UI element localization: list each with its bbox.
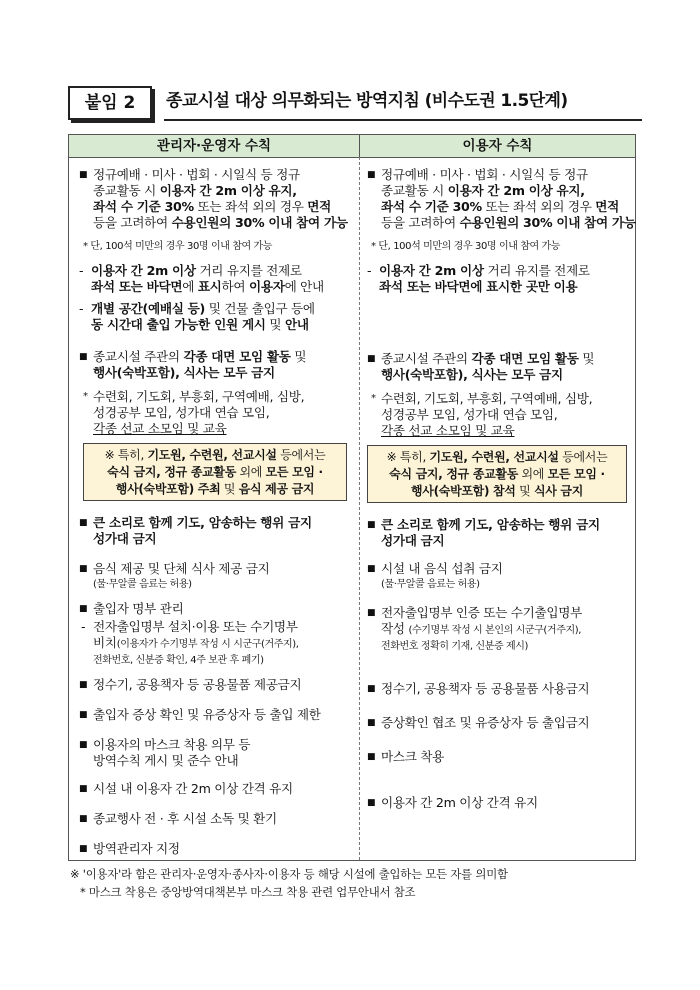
square-bullet-icon: ■ <box>367 684 376 694</box>
footnote-mask: * 마스크 착용은 중앙방역대책본부 마스크 착용 관련 업무안내서 참조 <box>80 885 416 899</box>
list-item: ■ 큰 소리로 함께 기도, 암송하는 행위 금지 성가대 금지 <box>367 517 600 548</box>
list-item: ■ 전자출입명부 인증 또는 수기출입명부 작성 (수기명부 작성 시 본인의 시군구(거주지), 전화번호 정확히 기재, 신분증 제시) <box>367 605 582 652</box>
list-item: ■ 시설 내 음식 섭취 금지 (물·무알콜 음료는 허용) <box>367 561 503 590</box>
square-bullet-icon: ■ <box>367 718 376 728</box>
list-note: * 수련회, 기도회, 부흥회, 구역예배, 심방, 성경공부 모임, 성가대 연습 모임, 각종 선교 소모임 및 교육 <box>371 391 593 438</box>
square-bullet-icon: ■ <box>79 680 88 690</box>
list-item: ■ 출입자 명부 관리 <box>79 601 184 616</box>
square-bullet-icon: ■ <box>79 740 88 750</box>
list-item: ■ 시설 내 이용자 간 2m 이상 간격 유지 <box>79 781 293 796</box>
list-note: * 수련회, 기도회, 부흥회, 구역예배, 심방, 성경공부 모임, 성가대 연습 모임, 각종 선교 소모임 및 교육 <box>83 389 305 436</box>
list-item: ■ 이용자 간 2m 이상 간격 유지 <box>367 795 538 810</box>
header-divider <box>359 135 360 157</box>
square-bullet-icon: ■ <box>367 564 376 574</box>
list-item: ■ 증상확인 협조 및 유증상자 등 출입금지 <box>367 715 590 730</box>
list-note: * 단, 100석 미만의 경우 30명 이내 참여 가능 <box>371 241 561 252</box>
special-notice-box: ※ 특히, 기도원, 수련원, 선교시설 등에서는 숙식 금지, 정규 종교활동 외에 모든 모임 · 행사(숙박포함) 참석 및 식사 금지 <box>367 445 627 503</box>
list-item: ■ 큰 소리로 함께 기도, 암송하는 행위 금지 성가대 금지 <box>79 515 312 546</box>
square-bullet-icon: ■ <box>367 798 376 808</box>
square-bullet-icon: ■ <box>79 814 88 824</box>
list-item: ■ 정수기, 공용책자 등 공용물품 사용금지 <box>367 681 590 696</box>
list-item: ■ 마스크 착용 <box>367 749 445 764</box>
list-item: ■ 출입자 증상 확인 및 유증상자 등 출입 제한 <box>79 707 321 722</box>
attachment-tag: 붙임 2 <box>68 86 152 120</box>
square-bullet-icon: ■ <box>79 784 88 794</box>
list-subitem: - 전자출입명부 설치·이용 또는 수기명부 비치(이용자가 수기명부 작성 시 시군구(거주지), 전화번호, 신분증 확인, 4주 보관 후 폐기) <box>81 619 299 666</box>
square-bullet-icon: ■ <box>367 520 376 530</box>
list-item: ■ 종교시설 주관의 각종 대면 모임 활동 및 행사(숙박포함), 식사는 모두 금지 <box>367 351 595 382</box>
square-bullet-icon: ■ <box>367 608 376 618</box>
special-notice-box: ※ 특히, 기도원, 수련원, 선교시설 등에서는 숙식 금지, 정규 종교활동 외에 모든 모임 · 행사(숙박포함) 주최 및 음식 제공 금지 <box>83 443 347 501</box>
footnote-definition: ※ '이용자'라 함은 관리자·운영자·종사자·이용자 등 해당 시설에 출입하는 모든 자를 의미함 <box>70 867 508 881</box>
square-bullet-icon: ■ <box>79 710 88 720</box>
column-divider <box>359 157 360 860</box>
list-item: ■ 정규예배 · 미사 · 법회 · 시일식 등 정규 종교활동 시 이용자 간 2m 이상 유지, 좌석 수 기준 30% 또는 좌석 외의 경우 면적 등을 고려하여 수용인원의 30% 이내 참여 가능 <box>79 167 348 230</box>
square-bullet-icon: ■ <box>79 604 88 614</box>
rules-table <box>68 134 636 861</box>
column-header-user: 이용자 수칙 <box>462 138 533 154</box>
square-bullet-icon: ■ <box>367 170 376 180</box>
title-underline <box>164 119 642 121</box>
square-bullet-icon: ■ <box>367 752 376 762</box>
list-item: ■ 정수기, 공용책자 등 공용물품 제공금지 <box>79 677 302 692</box>
list-item: - 이용자 간 2m 이상 거리 유지를 전제로 좌석 또는 바닥면에 표시한 곳만 이용 <box>367 263 590 294</box>
list-item: ■ 종교시설 주관의 각종 대면 모임 활동 및 행사(숙박포함), 식사는 모두 금지 <box>79 349 307 380</box>
list-item: ■ 이용자의 마스크 착용 의무 등 방역수칙 게시 및 준수 안내 <box>79 737 251 768</box>
list-item: - 이용자 간 2m 이상 거리 유지를 전제로 좌석 또는 바닥면에 표시하여 이용자에 안내 <box>79 263 324 294</box>
square-bullet-icon: ■ <box>79 170 88 180</box>
list-item: ■ 정규예배 · 미사 · 법회 · 시일식 등 정규 종교활동 시 이용자 간 2m 이상 유지, 좌석 수 기준 30% 또는 좌석 외의 경우 면적 등을 고려하여 수용인원의 30% 이내 참여 가능 <box>367 167 636 230</box>
page-header <box>64 86 644 122</box>
list-item: ■ 음식 제공 및 단체 식사 제공 금지 (물·무알콜 음료는 허용) <box>79 561 270 590</box>
square-bullet-icon: ■ <box>79 564 88 574</box>
square-bullet-icon: ■ <box>79 844 88 854</box>
column-header-manager: 관리자·운영자 수칙 <box>156 138 272 154</box>
square-bullet-icon: ■ <box>367 354 376 364</box>
table-header <box>69 135 635 158</box>
list-item: ■ 종교행사 전 · 후 시설 소독 및 환기 <box>79 811 277 826</box>
page-title: 종교시설 대상 의무화되는 방역지침 (비수도권 1.5단계) <box>166 91 568 111</box>
square-bullet-icon: ■ <box>79 352 88 362</box>
list-note: * 단, 100석 미만의 경우 30명 이내 참여 가능 <box>83 241 273 252</box>
list-item: ■ 방역관리자 지정 <box>79 841 180 856</box>
list-item: - 개별 공간(예배실 등) 및 건물 출입구 등에 동 시간대 출입 가능한 인원 게시 및 안내 <box>79 301 315 332</box>
square-bullet-icon: ■ <box>79 518 88 528</box>
